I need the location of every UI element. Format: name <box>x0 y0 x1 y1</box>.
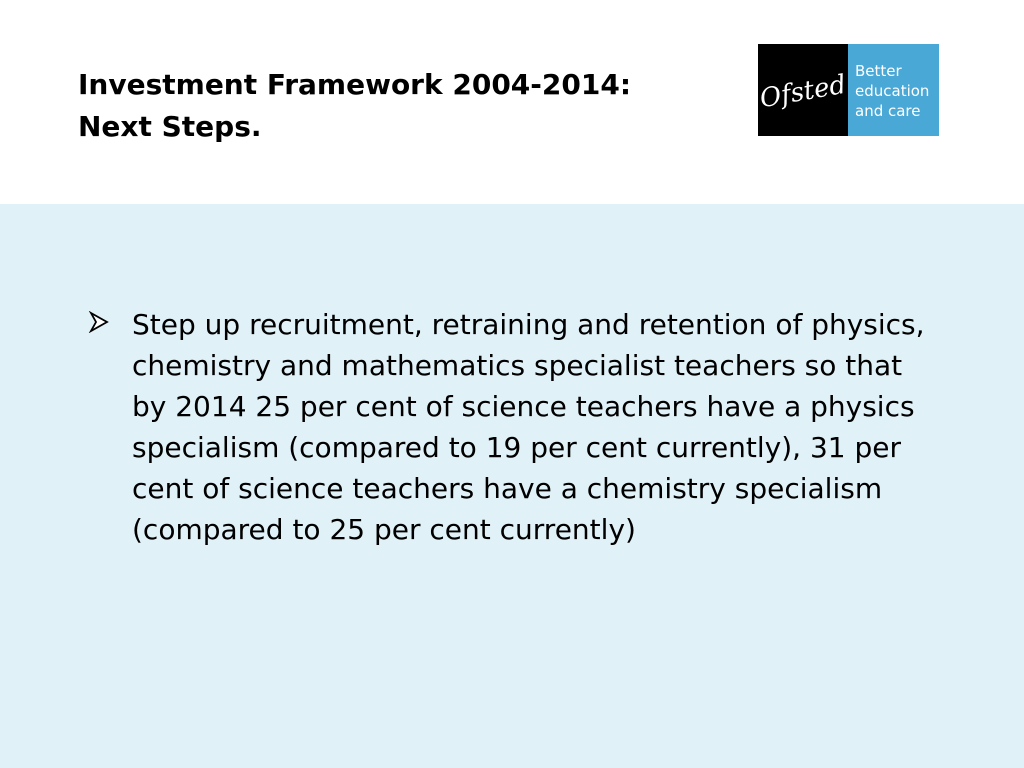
ofsted-logo <box>758 44 939 136</box>
slide-title <box>78 64 631 148</box>
tagline-line-2: education <box>855 82 930 100</box>
slide-header <box>0 0 1024 204</box>
slide-title-line-2: Next Steps. <box>78 110 262 143</box>
ofsted-tagline <box>855 61 929 121</box>
ofsted-wordmark-panel <box>758 44 848 136</box>
ofsted-wordmark: Ofsted <box>758 69 848 115</box>
ofsted-wordmark-icon <box>758 44 848 136</box>
bullet-item <box>88 304 948 550</box>
bullet-marker <box>88 304 132 550</box>
ofsted-tagline-panel <box>848 44 939 136</box>
tagline-line-1: Better <box>855 62 902 80</box>
slide-title-line-1: Investment Framework 2004-2014: <box>78 68 632 101</box>
arrowhead-bullet-icon <box>88 311 110 333</box>
bullet-text: Step up recruitment, retraining and retention of physics, chemistry and mathematics specialist teachers so that by 2014 25 per cent of science teachers have a physics specialism (compared to 19 per cent currently), 31 per cent of science teachers have a chemistry specialism (compared to 25 per cent currently) <box>132 308 925 546</box>
tagline-line-3: and care <box>855 102 921 120</box>
slide-content <box>0 204 1024 768</box>
